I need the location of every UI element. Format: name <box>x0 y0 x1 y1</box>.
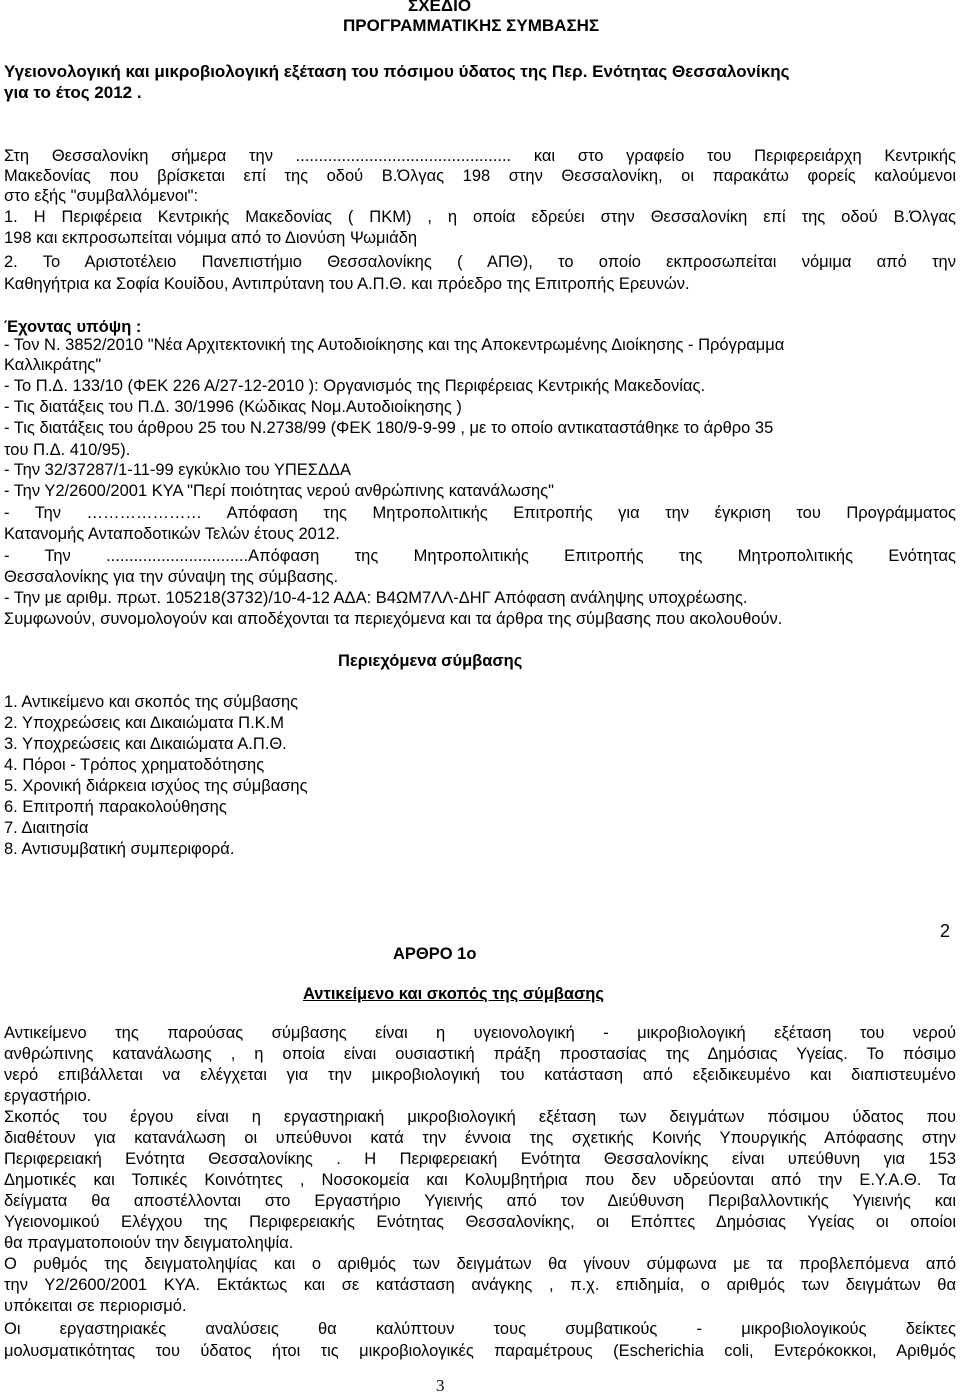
intro-line-3: 1. Η Περιφέρεια Κεντρικής Μακεδονίας ( ΠΚΜ) , η οποία εδρεύει στην Θεσσαλονίκη επί της οδού Β.Όλγας <box>4 208 956 226</box>
considering-line-4: - Τις διατάξεις του άρθρου 25 του Ν.2738/99 (ΦΕΚ 180/9-9-99 , με το οποίο αντικαταστάθηκε το άρθρο 35 <box>4 419 774 437</box>
contents-item-5: 5. Χρονική διάρκεια ισχύος της σύμβασης <box>4 777 308 795</box>
body-line-6: Περιφερειακή Ενότητα Θεσσαλονίκης . Η Περιφερειακή Ενότητα Θεσσαλονίκης είναι υπεύθυνη για 153 <box>4 1150 956 1168</box>
contents-item-4: 4. Πόροι - Τρόπος χρηματοδότησης <box>4 756 265 774</box>
considering-line-13: Συμφωνούν, συνομολογούν και αποδέχονται τα περιεχόμενα και τα άρθρα της σύμβασης που ακολουθούν. <box>4 610 783 628</box>
subject-line1: Υγειονολογική και μικροβιολογική εξέταση του πόσιμου ύδατος της Περ. Ενότητας Θεσσαλονίκης <box>4 62 790 81</box>
footer-page-number: 3 <box>436 1376 445 1395</box>
contents-item-1: 1. Αντικείμενο και σκοπός της σύμβασης <box>4 693 299 711</box>
considering-line-9: Κατανομής Ανταποδοτικών Τελών έτους 2012. <box>4 525 340 543</box>
considering-line-8: - Την ………………… Απόφαση της Μητροπολιτικής Επιτροπής για την έγκριση του Προγράμματος <box>4 504 956 522</box>
intro-line-5: 2. Το Αριστοτέλειο Πανεπιστήμιο Θεσσαλονίκης ( ΑΠΘ), το οποίο εκπροσωπείται νόμιμα από την <box>4 253 956 271</box>
body-line-15: μολυσματικότητας του ύδατος ήτοι τις μικροβιολογικές παραμέτρους (Escherichia coli, Εντερόκοκκοι, Αριθμός <box>4 1342 956 1360</box>
contents-item-6: 6. Επιτροπή παρακολούθησης <box>4 798 227 816</box>
article-heading: ΑΡΘΡΟ 1ο <box>393 945 477 963</box>
doc-title-line2: ΠΡΟΓΡΑΜΜΑΤΙΚΗΣ ΣΥΜΒΑΣΗΣ <box>343 16 600 35</box>
article-title: Αντικείμενο και σκοπός της σύμβασης <box>303 985 604 1003</box>
considering-line-6: - Την 32/37287/1-11-99 εγκύκλιο του ΥΠΕΣΔΔΑ <box>4 461 352 479</box>
considering-line-2: - Το Π.Δ. 133/10 (ΦΕΚ 226 Α/27-12-2010 ): Οργανισμός της Περιφέρειας Κεντρικής Μακεδονίας. <box>4 377 706 395</box>
intro-line-2: στο εξής "συμβαλλόμενοι": <box>4 187 199 205</box>
considering-line-0: - Τον Ν. 3852/2010 "Νέα Αρχιτεκτονική της Αυτοδιοίκησης και της Αποκεντρωμένης Διοίκησης - Πρόγραμμα <box>4 336 785 354</box>
body-line-8: δείγματα θα αποστέλλονται στο Εργαστήριο Υγιεινής από τον Διεύθυνση Περιβαλλοντικής Υγιεινής και <box>4 1192 956 1210</box>
contents-item-2: 2. Υποχρεώσεις και Δικαιώματα Π.Κ.Μ <box>4 714 285 732</box>
doc-title-line1: ΣΧΕΔΙΟ <box>408 0 472 15</box>
body-line-14: Οι εργαστηριακές αναλύσεις θα καλύπτουν τους συμβατικούς - μικροβιολογικούς δείκτες <box>4 1320 956 1338</box>
body-line-1: ανθρώπινης κατανάλωσης , η οποία είναι ουσιαστική πράξη προστασίας της Δημόσιας Υγείας. Το πόσιμο <box>4 1045 956 1063</box>
subject-line2: για το έτος 2012 . <box>4 83 142 102</box>
body-line-4: Σκοπός του έργου είναι η εργαστηριακή μικροβιολογική εξέταση των δειγμάτων πόσιμου ύδατος που <box>4 1108 956 1126</box>
considering-heading: Έχοντας υπόψη : <box>4 318 142 336</box>
body-line-3: εργαστήριο. <box>4 1087 92 1105</box>
intro-line-0: Στη Θεσσαλονίκη σήμερα την ............................................... και στο γραφείο του Περιφερειάρχη Κεντρικής <box>4 147 956 165</box>
intro-line-1: Μακεδονίας που βρίσκεται επί της οδού Β.Όλγας 198 στην Θεσσαλονίκη, οι παρακάτω φορείς καλούμενοι <box>4 167 956 185</box>
considering-line-5: του Π.Δ. 410/95). <box>4 441 131 459</box>
considering-line-11: Θεσσαλονίκης για την σύναψη της σύμβασης. <box>4 568 339 586</box>
considering-line-12: - Την με αριθμ. πρωτ. 105218(3732)/10-4-12 ΑΔΑ: Β4ΩΜ7ΛΛ-ΔΗΓ Απόφαση ανάληψης υποχρέωσης. <box>4 589 748 607</box>
body-line-0: Αντικείμενο της παρούσας σύμβασης είναι η υγειονολογική - μικροβιολογική εξέταση του νερού <box>4 1024 956 1042</box>
considering-line-10: - Την ...............................Απόφαση της Μητροπολιτικής Επιτροπής της Μητροπολιτικής Ενότητας <box>4 547 956 565</box>
body-line-9: Υγειονομικού Ελέγχου της Περιφερειακής Ενότητας Θεσσαλονίκης, οι Επόπτες Δημόσιας Υγείας οι οποίοι <box>4 1213 956 1231</box>
body-line-11: Ο ρυθμός της δειγματοληψίας και ο αριθμός των δειγμάτων θα γίνουν σύμφωνα με τα προβλεπόμενα από <box>4 1255 956 1273</box>
contents-heading: Περιεχόμενα σύμβασης <box>338 652 523 670</box>
intro-line-6: Καθηγήτρια κα Σοφία Κουίδου, Αντιπρύτανη του Α.Π.Θ. και πρόεδρο της Επιτροπής Ερευνών. <box>4 275 690 293</box>
considering-line-1: Καλλικράτης" <box>4 356 102 374</box>
contents-item-7: 7. Διαιτησία <box>4 819 89 837</box>
contents-item-3: 3. Υποχρεώσεις και Δικαιώματα Α.Π.Θ. <box>4 735 287 753</box>
body-line-10: θα πραγματοποιούν την δειγματοληψία. <box>4 1234 294 1252</box>
body-line-12: την Υ2/2600/2001 ΚΥΑ. Εκτάκτως και σε κατάσταση ανάγκης , π.χ. επιδημία, ο αριθμός των δειγμάτων θα <box>4 1276 956 1294</box>
considering-line-7: - Την Υ2/2600/2001 ΚΥΑ "Περί ποιότητας νερού ανθρώπινης κατανάλωσης" <box>4 482 554 500</box>
considering-line-3: - Τις διατάξεις του Π.Δ. 30/1996 (Κώδικας Νομ.Αυτοδιοίκησης ) <box>4 398 462 416</box>
intro-line-4: 198 και εκπροσωπείται νόμιμα από το Διονύση Ψωμιάδη <box>4 229 418 247</box>
body-line-2: νερό επιβάλλεται να ελέγχεται για την μικροβιολογική του κατάσταση από εξειδικευμένο και διαπιστευμένο <box>4 1066 956 1084</box>
page-two <box>0 905 960 1400</box>
page-number: 2 <box>940 921 951 941</box>
contents-item-8: 8. Αντισυμβατική συμπεριφορά. <box>4 840 235 858</box>
body-line-13: υπόκειται σε περιορισμό. <box>4 1297 187 1315</box>
body-line-5: διαθέτουν για κατανάλωση οι υπεύθυνοι κατά την έννοια της σχετικής Κοινής Υπουργικής Απόφασης στην <box>4 1129 956 1147</box>
body-line-7: Δημοτικές και Τοπικές Κοινότητες , Νοσοκομεία και Κολυμβητήρια που δεν υδρεύονται από την Ε.Υ.Α.Θ. Τα <box>4 1171 956 1189</box>
